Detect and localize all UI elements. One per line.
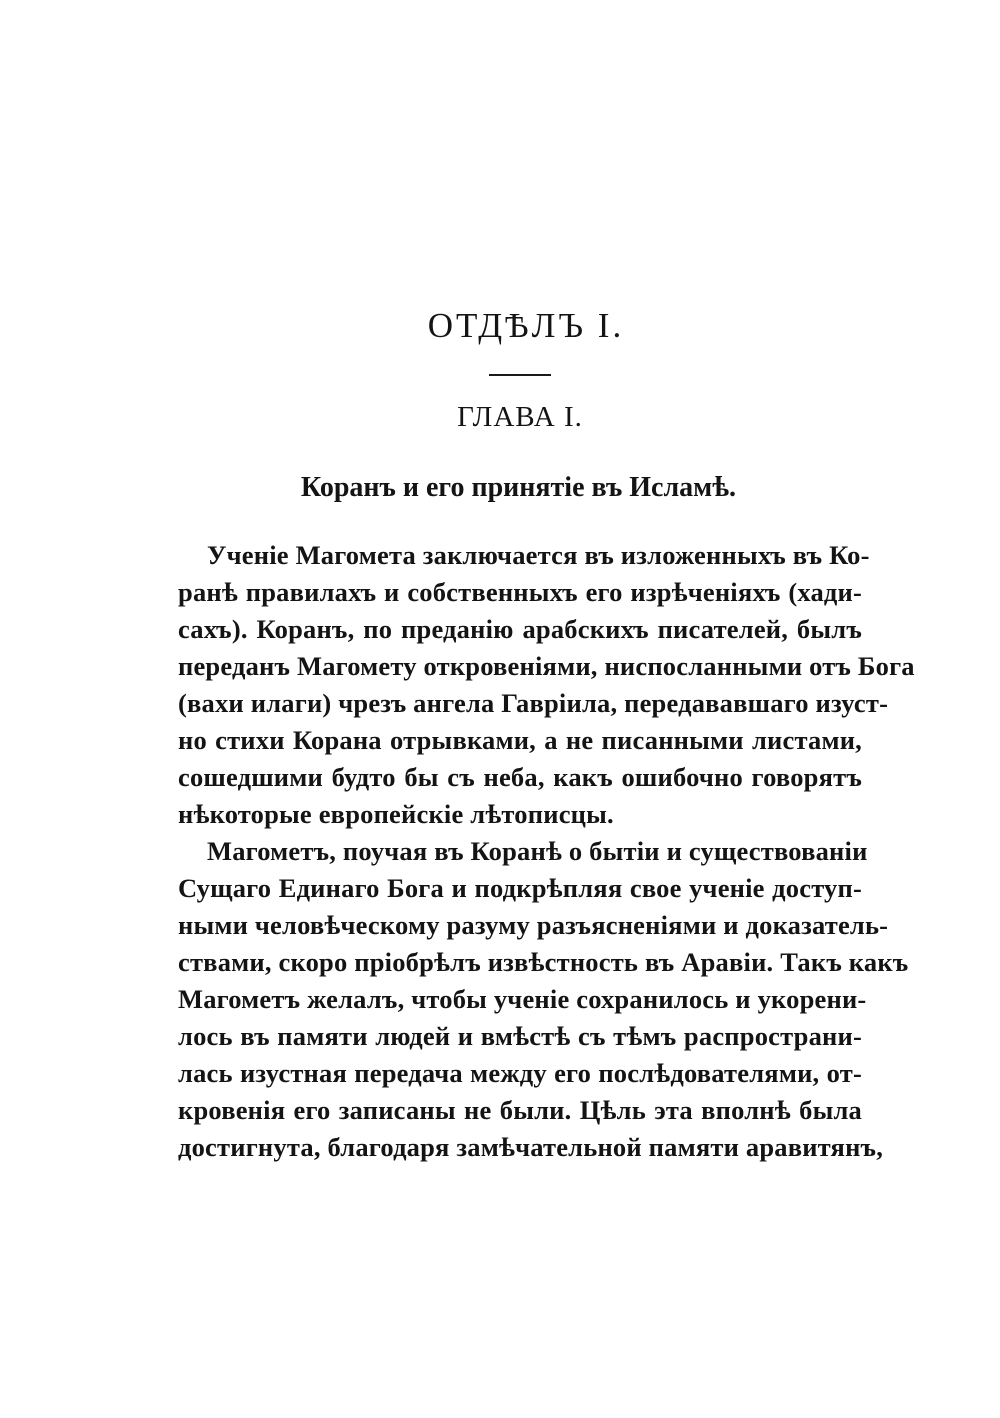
text-line: ранѣ правилахъ и собственныхъ его изрѣченіяхъ (хади- (178, 577, 862, 607)
text-line: (вахи илаги) чрезъ ангела Гавріила, передававшаго изуст- (178, 688, 889, 718)
text-line: Сущаго Единаго Бога и подкрѣпляя свое ученіе доступ- (178, 873, 862, 903)
text-line: сахъ). Коранъ, по преданію арабскихъ писателей, былъ (178, 614, 862, 644)
text-line: достигнута, благодаря замѣчательной памяти аравитянъ, (178, 1132, 884, 1162)
text-line: Магометъ желалъ, чтобы ученіе сохранилось и укорени- (178, 984, 867, 1014)
chapter-title: ГЛАВА I. (457, 401, 583, 433)
text-line: лась изустная передача между его послѣдователями, от- (178, 1058, 862, 1088)
section-title: ОТДѢЛЪ I. (427, 306, 625, 345)
text-line: ствами, скоро пріобрѣлъ извѣстность въ Аравіи. Такъ какъ (178, 947, 909, 977)
text-line: но стихи Корана отрывками, а не писанными листами, (178, 725, 862, 755)
text-line: лось въ памяти людей и вмѣстѣ съ тѣмъ распространи- (178, 1021, 862, 1051)
text-line: нѣкоторые европейскіе лѣтописцы. (178, 799, 614, 829)
text-line: переданъ Магомету откровеніями, ниспосланными отъ Бога (178, 651, 915, 681)
text-line: Ученіе Магомета заключается въ изложенныхъ въ Ко- (207, 540, 870, 570)
chapter-subtitle: Коранъ и его принятіе въ Исламѣ. (300, 472, 737, 503)
text-line: ными человѣческому разуму разъясненіями и доказатель- (178, 910, 889, 940)
text-line: сошедшими будто бы съ неба, какъ ошибочно говорятъ (178, 762, 862, 792)
text-line: кровенія его записаны не были. Цѣль эта вполнѣ была (178, 1095, 862, 1125)
divider-rule (489, 374, 551, 376)
text-line: Магометъ, поучая въ Коранѣ о бытіи и существованіи (207, 836, 868, 866)
